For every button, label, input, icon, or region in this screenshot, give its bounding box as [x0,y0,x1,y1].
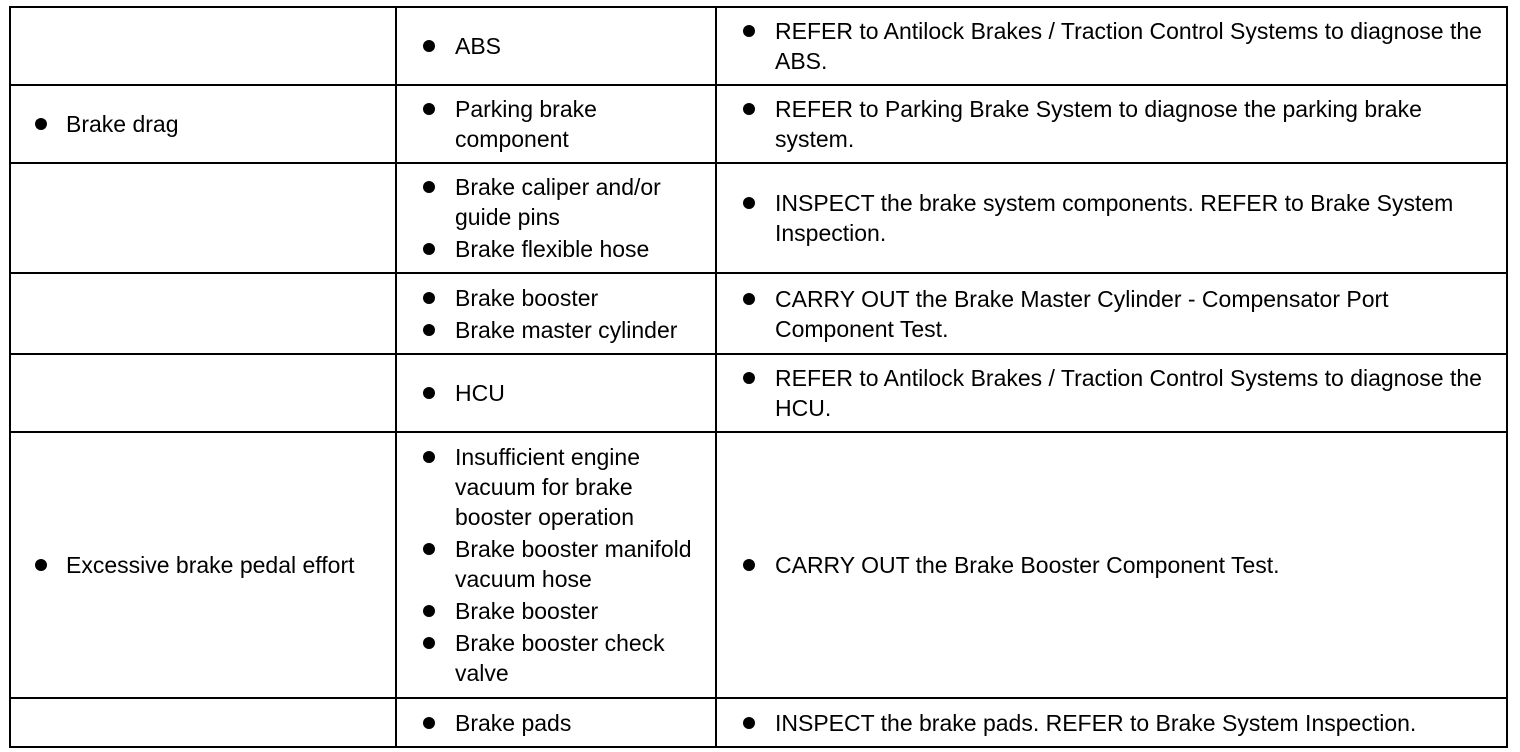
table-row [10,85,1507,163]
cause-item: Brake booster check valve [397,628,715,688]
table-row [10,163,1507,273]
action-item: CARRY OUT the Brake Booster Component Test. [717,550,1506,580]
table-row [10,698,1507,747]
action-cell [716,163,1507,273]
symptom-cell [10,432,396,698]
symptom-item: Brake drag [11,109,395,139]
action-cell [716,698,1507,747]
action-cell [716,7,1507,85]
action-cell [716,354,1507,432]
diagnostic-table [9,6,1508,748]
symptom-cell [10,163,396,273]
cause-item: Brake booster [397,596,715,626]
symptom-cell [10,354,396,432]
cause-cell [396,354,716,432]
cause-item: ABS [397,31,715,61]
cause-item: Parking brake component [397,94,715,154]
cause-cell [396,432,716,698]
cause-item: Brake caliper and/or guide pins [397,172,715,232]
action-item: INSPECT the brake pads. REFER to Brake System Inspection. [717,708,1506,738]
symptom-item: Excessive brake pedal effort [11,550,395,580]
cause-item: Brake flexible hose [397,234,715,264]
action-item: REFER to Antilock Brakes / Traction Control Systems to diagnose the HCU. [717,363,1506,423]
cause-cell [396,85,716,163]
table-row [10,273,1507,354]
table-row [10,354,1507,432]
table-row [10,7,1507,85]
symptom-cell [10,7,396,85]
action-item: INSPECT the brake system components. REFER to Brake System Inspection. [717,188,1506,248]
cause-cell [396,273,716,354]
cause-item: Brake booster manifold vacuum hose [397,534,715,594]
symptom-cell [10,85,396,163]
cause-cell [396,7,716,85]
action-item: REFER to Antilock Brakes / Traction Control Systems to diagnose the ABS. [717,16,1506,76]
action-item: REFER to Parking Brake System to diagnose the parking brake system. [717,94,1506,154]
cause-cell [396,698,716,747]
action-item: CARRY OUT the Brake Master Cylinder - Compensator Port Component Test. [717,284,1506,344]
symptom-cell [10,698,396,747]
cause-item: Brake master cylinder [397,315,715,345]
action-cell [716,432,1507,698]
table-row [10,432,1507,698]
action-cell [716,273,1507,354]
cause-item: HCU [397,378,715,408]
cause-cell [396,163,716,273]
cause-item: Brake pads [397,708,715,738]
cause-item: Insufficient engine vacuum for brake booster operation [397,442,715,532]
cause-item: Brake booster [397,283,715,313]
action-cell [716,85,1507,163]
symptom-cell [10,273,396,354]
